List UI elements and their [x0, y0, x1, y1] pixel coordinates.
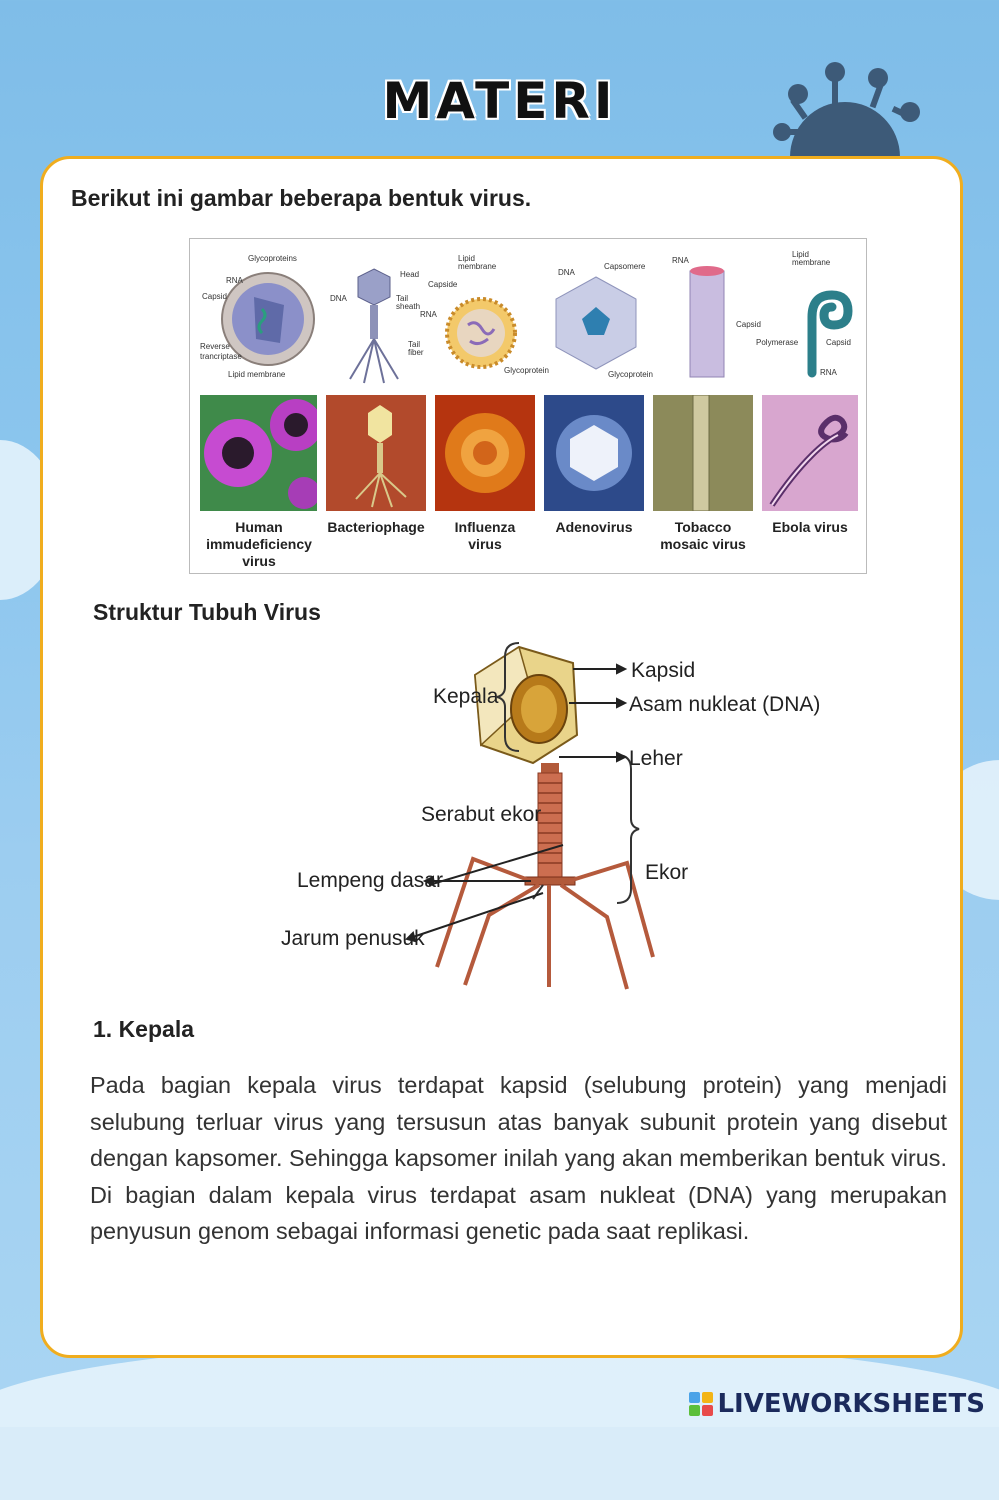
ebola-label-lipid: Lipid — [792, 250, 809, 259]
influenza-diagram — [420, 254, 549, 375]
virus-shapes-figure — [189, 238, 867, 574]
phage-label-tail2: Tail — [408, 340, 421, 349]
label-serabut-ekor: Serabut ekor — [421, 803, 542, 826]
section-heading-kepala: 1. Kepala — [93, 1016, 194, 1042]
tobacco-label-capsid: Capsid — [736, 320, 761, 329]
tobacco-label-rna: RNA — [672, 256, 689, 265]
label-ekor: Ekor — [645, 861, 689, 884]
hiv-photo — [200, 395, 317, 511]
liveworksheets-logo[interactable] — [689, 1389, 985, 1419]
phage-structure-diagram — [233, 637, 823, 999]
phage-label-head: Head — [400, 270, 420, 279]
hiv-label-lipid-membrane: Lipid membrane — [228, 370, 286, 379]
label-jarum-penusuk: Jarum penusuk — [281, 927, 425, 950]
influenza-photo — [435, 395, 535, 511]
section-paragraph-kepala: Pada bagian kepala virus terdapat kapsid (selubung protein) yang menjadi selubung terluar virus yang tersusun atas banyak subunit protein yang disebut dengan kapsomer. Sehingga kapsomer inilah yang akan memberikan bentuk virus. Di bagian dalam kepala virus terdapat asam nukleat (DNA) yang merupakan penyusun genom sebagai informasi genetic pada saat replikasi. — [90, 1072, 947, 1244]
phage-label-dna: DNA — [330, 294, 347, 303]
page-title: MATERI — [382, 72, 617, 130]
flu-label-membrane: membrane — [458, 262, 497, 271]
ebola-label-polymerase: Polymerase — [756, 338, 799, 347]
phage-label-sheath: sheath — [396, 302, 421, 311]
virus-germ-icon — [770, 62, 930, 162]
content-card — [40, 156, 963, 1358]
ebola-label-membrane: membrane — [792, 258, 831, 267]
hiv-label-rna: RNA — [226, 276, 243, 285]
adenovirus-photo — [544, 395, 644, 511]
flu-label-glycoprotein: Glycoprotein — [504, 366, 549, 375]
photo-caption-hiv: Human immudeficiency virus — [206, 519, 312, 569]
hiv-diagram — [200, 254, 314, 379]
ebola-photo — [762, 395, 858, 511]
adeno-label-glycoprotein: Glycoprotein — [608, 370, 653, 379]
hiv-label-reverse: Reverse — [200, 342, 230, 351]
ebola-label-capsid: Capsid — [826, 338, 851, 347]
ebola-diagram — [756, 250, 851, 377]
structure-heading: Struktur Tubuh Virus — [93, 599, 321, 625]
tobacco-photo — [653, 395, 753, 511]
virus-diagrams — [196, 247, 860, 387]
flu-label-capside: Capside — [428, 280, 458, 289]
flu-label-lipid: Lipid — [458, 254, 475, 263]
adeno-label-dna: DNA — [558, 268, 575, 277]
tail-sheath — [538, 773, 562, 877]
tobacco-diagram — [672, 256, 761, 377]
photo-caption-ebola: Ebola virus — [772, 519, 848, 535]
label-kapsid: Kapsid — [631, 659, 696, 682]
bacteriophage-diagram — [330, 269, 424, 383]
phage-label-tail: Tail — [396, 294, 409, 303]
photo-caption-adenovirus: Adenovirus — [555, 519, 633, 535]
bacteriophage-photo — [326, 395, 426, 511]
ebola-label-rna: RNA — [820, 368, 837, 377]
adeno-label-capsomere: Capsomere — [604, 262, 646, 271]
intro-text: Berikut ini gambar beberapa bentuk virus. — [71, 185, 532, 211]
flu-label-rna: RNA — [420, 310, 437, 319]
label-leher: Leher — [629, 747, 683, 770]
hiv-label-capsid: Capsid — [202, 292, 227, 301]
liveworksheets-logo-icon — [689, 1392, 713, 1416]
background-cloud — [0, 1340, 999, 1500]
phage-label-fiber: fiber — [408, 348, 424, 357]
photo-caption-tobacco: Tobacco mosaic virus — [660, 519, 746, 552]
photo-caption-influenza: Influenza virus — [454, 519, 516, 552]
hiv-label-glycoproteins: Glycoproteins — [248, 254, 297, 263]
label-asam-nukleat: Asam nukleat (DNA) — [629, 693, 821, 716]
hiv-label-trancriptase: trancriptase — [200, 352, 242, 361]
label-lempeng-dasar: Lempeng dasar — [297, 869, 443, 892]
label-kepala: Kepala — [433, 685, 499, 708]
liveworksheets-brand-text: LIVEWORKSHEETS — [717, 1389, 985, 1419]
photo-caption-bacteriophage: Bacteriophage — [327, 519, 425, 535]
adenovirus-diagram — [556, 262, 653, 379]
